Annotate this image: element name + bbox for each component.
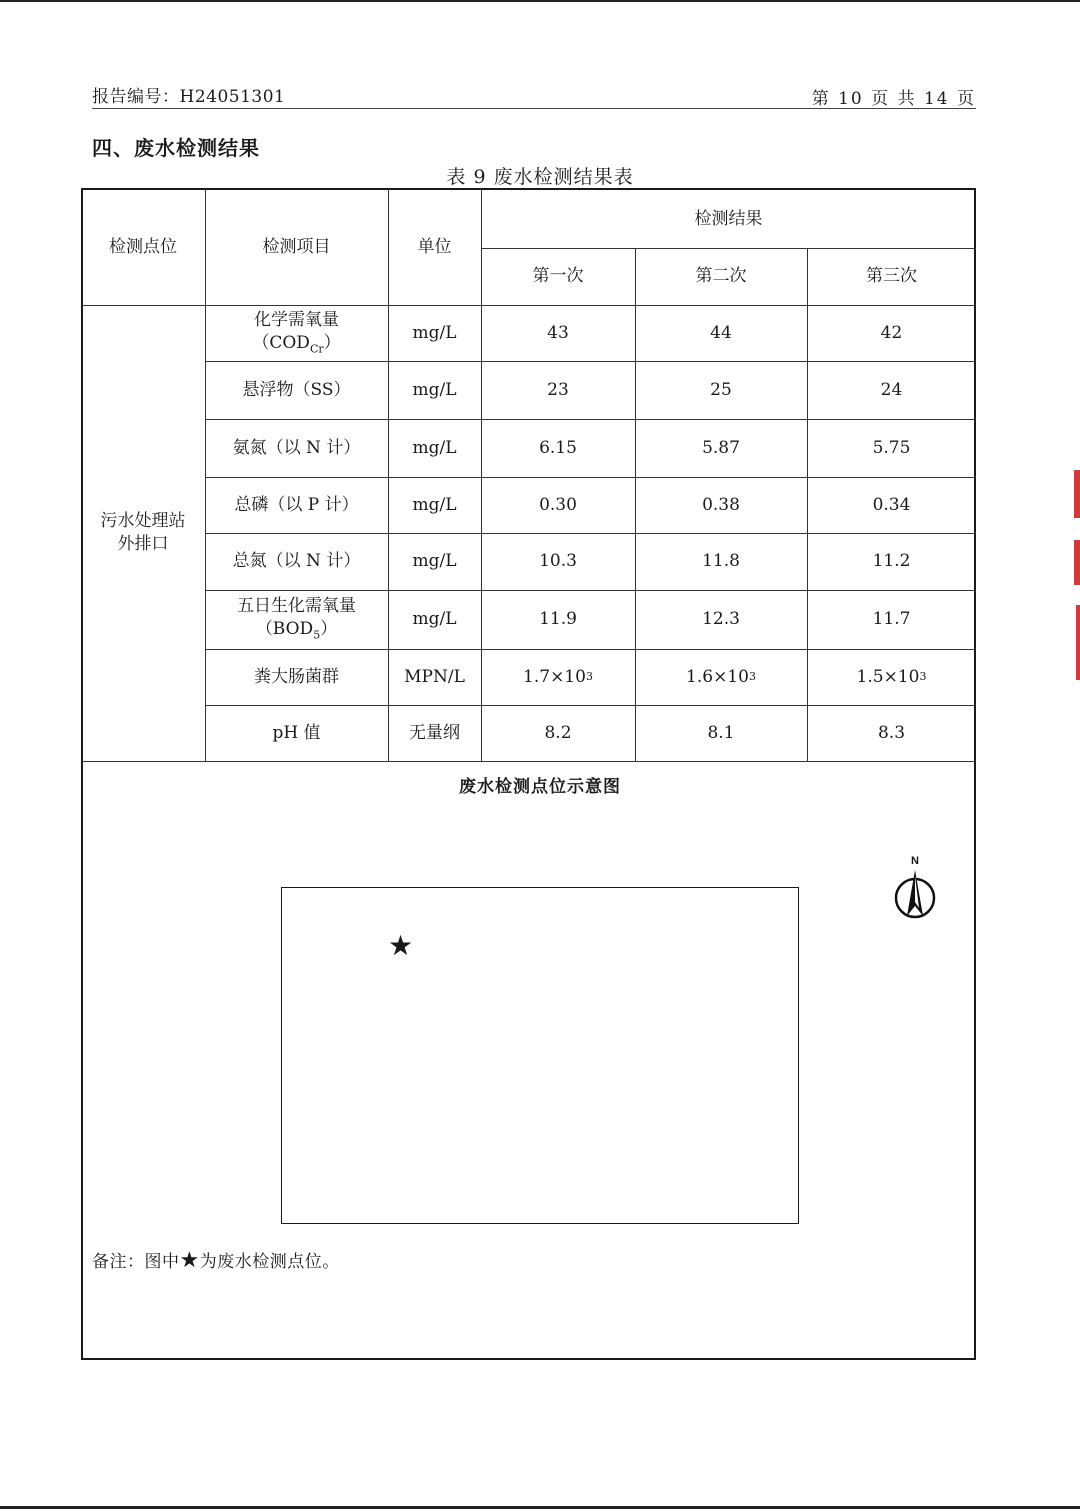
result-run2: 5.87 <box>702 437 740 458</box>
page-header <box>92 80 976 109</box>
item-name-subscript: Cr <box>309 342 324 356</box>
item-name-line2 <box>252 332 340 357</box>
scan-top-edge <box>0 0 1080 2</box>
item-name-subscript: 5 <box>313 628 321 642</box>
report-number <box>92 82 285 107</box>
page-info: 第 10 页 共 14 页 <box>811 89 976 109</box>
unit-cell: 无量纲 <box>409 722 460 743</box>
header-point: 检测点位 <box>109 237 177 258</box>
item-cell: 总氮（以 N 计） <box>232 551 361 572</box>
result-run1: 11.9 <box>539 609 577 630</box>
remark-suffix: 为废水检测点位。 <box>199 1252 340 1272</box>
result-exponent: 3 <box>748 669 756 683</box>
result-run3: 11.7 <box>872 609 911 630</box>
result-run2: 25 <box>710 379 732 400</box>
item-cell: 总磷（以 P 计） <box>234 494 359 515</box>
result-run3: 5.75 <box>872 437 911 458</box>
stamp-edge-mark <box>1076 605 1080 680</box>
unit-cell: mg/L <box>412 609 457 630</box>
result-run3: 0.34 <box>872 494 911 515</box>
result-base: 1.7×10 <box>523 666 586 687</box>
result-run2 <box>635 649 807 705</box>
grid-line <box>81 761 976 762</box>
item-cell: 粪大肠菌群 <box>254 666 339 687</box>
diagram-title: 废水检测点位示意图 <box>459 777 621 797</box>
item-name-text: （COD <box>252 332 310 353</box>
result-exponent: 3 <box>919 669 927 683</box>
unit-cell: mg/L <box>412 322 457 343</box>
sampling-point-marker-icon: ★ <box>388 929 414 962</box>
header-run1: 第一次 <box>532 266 584 287</box>
result-run1: 0.30 <box>539 494 577 515</box>
unit-cell: mg/L <box>412 494 457 515</box>
header-item: 检测项目 <box>262 237 331 258</box>
sampling-point-line2: 外排口 <box>117 534 169 554</box>
result-run2: 11.8 <box>702 551 740 572</box>
north-label: N <box>911 855 919 867</box>
header-unit: 单位 <box>417 237 452 258</box>
result-run1: 8.2 <box>544 722 572 743</box>
result-run2: 0.38 <box>702 494 740 515</box>
unit-cell: MPN/L <box>404 666 465 687</box>
item-name-text: ） <box>320 619 338 640</box>
report-number-value: H24051301 <box>179 87 286 107</box>
item-name-text: （BOD <box>255 619 314 640</box>
star-icon: ★ <box>179 1248 200 1273</box>
result-run1: 43 <box>547 322 569 343</box>
item-name-line1: 五日生化需氧量 <box>237 596 356 617</box>
report-number-label: 报告编号： <box>92 87 180 107</box>
result-run2: 12.3 <box>702 609 740 630</box>
item-name-line2 <box>237 618 356 643</box>
north-arrow-icon <box>890 852 940 922</box>
result-base: 1.5×10 <box>856 666 920 687</box>
remark-prefix: 备注：图中 <box>92 1252 180 1272</box>
item-cell <box>205 590 388 649</box>
stamp-edge-mark <box>1074 470 1080 518</box>
sampling-point-line1: 污水处理站 <box>100 511 186 532</box>
item-name-line1: 化学需氧量 <box>253 309 339 330</box>
result-run1: 23 <box>547 379 569 400</box>
result-run3: 11.2 <box>872 551 911 572</box>
remark <box>92 1247 340 1273</box>
result-run3: 24 <box>880 379 903 400</box>
sampling-map <box>281 887 799 1224</box>
result-run3: 8.3 <box>877 722 906 743</box>
header-run3: 第三次 <box>866 266 917 287</box>
result-run1: 6.15 <box>539 437 577 458</box>
item-cell: 悬浮物（SS） <box>242 379 351 400</box>
result-base: 1.6×10 <box>686 666 749 687</box>
result-exponent: 3 <box>585 669 593 683</box>
unit-cell: mg/L <box>412 437 457 458</box>
stamp-edge-mark <box>1074 540 1080 585</box>
item-cell: pH 值 <box>272 722 321 743</box>
scan-bottom-edge <box>0 1506 1080 1509</box>
result-run2: 44 <box>710 322 732 343</box>
result-run1 <box>481 649 635 705</box>
result-run1: 10.3 <box>539 551 577 572</box>
section-title: 四、废水检测结果 <box>92 136 260 160</box>
unit-cell: mg/L <box>412 379 457 400</box>
item-cell: 氨氮（以 N 计） <box>232 437 361 458</box>
result-run3: 42 <box>880 322 903 343</box>
header-results: 检测结果 <box>694 208 763 229</box>
table-caption: 表 9 废水检测结果表 <box>446 166 634 188</box>
result-run3 <box>807 649 976 705</box>
item-cell <box>205 305 388 361</box>
sampling-point <box>81 305 205 761</box>
result-run2: 8.1 <box>707 722 735 743</box>
unit-cell: mg/L <box>412 551 457 572</box>
header-run2: 第二次 <box>695 266 747 287</box>
item-name-text: ） <box>323 332 341 353</box>
